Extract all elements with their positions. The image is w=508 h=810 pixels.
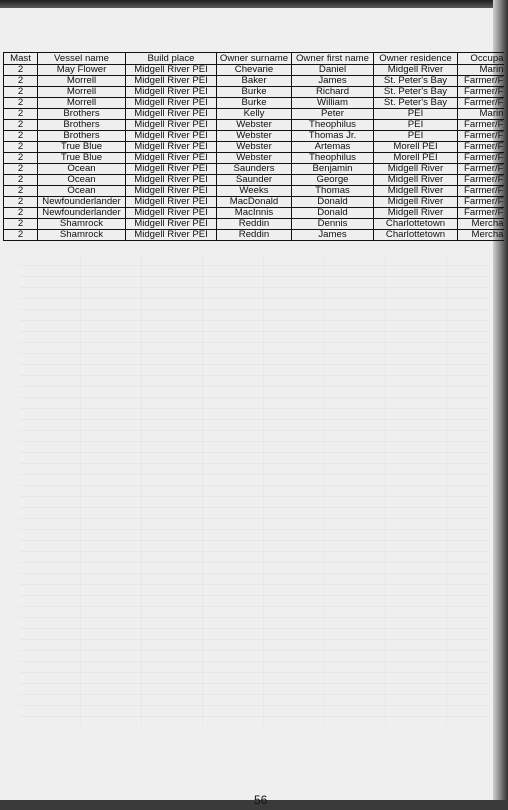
cell-occupation: Farmer/F: [458, 120, 504, 131]
cell-owner-surname: Webster: [217, 153, 292, 164]
cell-owner-first-name: George: [292, 175, 374, 186]
cell-build-place: Midgell River PEI: [126, 219, 217, 230]
column-header-owner-first-name: Owner first name: [292, 53, 374, 65]
cell-mast: 2: [4, 208, 38, 219]
cell-owner-surname: Saunders: [217, 164, 292, 175]
cell-build-place: Midgell River PEI: [126, 164, 217, 175]
cell-occupation: Marin: [458, 65, 504, 76]
cell-owner-residence: PEI: [374, 120, 458, 131]
cell-owner-first-name: Theophilus: [292, 153, 374, 164]
cell-owner-first-name: Dennis: [292, 219, 374, 230]
cell-vessel-name: Morrell: [38, 87, 126, 98]
cell-vessel-name: Shamrock: [38, 219, 126, 230]
cell-vessel-name: Brothers: [38, 131, 126, 142]
cell-mast: 2: [4, 87, 38, 98]
table-row: [4, 186, 504, 197]
cell-owner-first-name: Theophilus: [292, 120, 374, 131]
column-header-owner-surname: Owner surname: [217, 53, 292, 65]
cell-owner-first-name: James: [292, 76, 374, 87]
cell-mast: 2: [4, 109, 38, 120]
table-row: [4, 76, 504, 87]
cell-build-place: Midgell River PEI: [126, 186, 217, 197]
cell-occupation: Farmer/F: [458, 153, 504, 164]
cell-occupation: Farmer/F: [458, 175, 504, 186]
cell-owner-first-name: Thomas Jr.: [292, 131, 374, 142]
table-row: [4, 131, 504, 142]
cell-build-place: Midgell River PEI: [126, 76, 217, 87]
cell-vessel-name: Newfounderlander: [38, 197, 126, 208]
cell-occupation: Farmer/F: [458, 164, 504, 175]
scan-top-edge: [0, 0, 508, 8]
cell-owner-surname: Saunder: [217, 175, 292, 186]
column-header-vessel-name: Vessel name: [38, 53, 126, 65]
cell-owner-residence: Midgell River: [374, 65, 458, 76]
cell-vessel-name: Ocean: [38, 175, 126, 186]
table-row: [4, 175, 504, 186]
cell-owner-surname: Baker: [217, 76, 292, 87]
cell-vessel-name: Ocean: [38, 164, 126, 175]
cell-build-place: Midgell River PEI: [126, 208, 217, 219]
cell-owner-residence: St. Peter's Bay: [374, 76, 458, 87]
cell-vessel-name: Brothers: [38, 109, 126, 120]
bleed-through-ruling: [20, 255, 490, 725]
cell-owner-surname: Burke: [217, 98, 292, 109]
cell-occupation: Farmer/F: [458, 131, 504, 142]
cell-mast: 2: [4, 65, 38, 76]
cell-vessel-name: May Flower: [38, 65, 126, 76]
cell-owner-first-name: Thomas: [292, 186, 374, 197]
column-header-occupation: Occupa: [458, 53, 504, 65]
table-row: [4, 208, 504, 219]
page-number: 56: [254, 793, 268, 807]
cell-build-place: Midgell River PEI: [126, 175, 217, 186]
table-row: [4, 142, 504, 153]
column-header-mast: Mast: [4, 53, 38, 65]
cell-owner-surname: Webster: [217, 120, 292, 131]
cell-owner-residence: Midgell River: [374, 175, 458, 186]
cell-occupation: Mercha: [458, 219, 504, 230]
cell-mast: 2: [4, 76, 38, 87]
cell-vessel-name: Morrell: [38, 76, 126, 87]
cell-occupation: Farmer/F: [458, 208, 504, 219]
cell-mast: 2: [4, 98, 38, 109]
cell-owner-first-name: Peter: [292, 109, 374, 120]
table-body: [4, 65, 504, 241]
cell-occupation: Farmer/F: [458, 76, 504, 87]
vessel-registry-table: [3, 52, 504, 241]
cell-owner-residence: PEI: [374, 131, 458, 142]
cell-occupation: Marin: [458, 109, 504, 120]
cell-owner-first-name: Artemas: [292, 142, 374, 153]
cell-mast: 2: [4, 175, 38, 186]
cell-mast: 2: [4, 186, 38, 197]
cell-owner-residence: Midgell River: [374, 186, 458, 197]
cell-owner-residence: Morell PEI: [374, 153, 458, 164]
cell-build-place: Midgell River PEI: [126, 197, 217, 208]
table-row: [4, 153, 504, 164]
cell-occupation: Farmer/F: [458, 186, 504, 197]
cell-owner-first-name: William: [292, 98, 374, 109]
cell-owner-surname: Chevarie: [217, 65, 292, 76]
cell-owner-surname: MacDonald: [217, 197, 292, 208]
cell-owner-first-name: Richard: [292, 87, 374, 98]
cell-owner-first-name: James: [292, 230, 374, 241]
column-header-build-place: Build place: [126, 53, 217, 65]
cell-owner-surname: MacInnis: [217, 208, 292, 219]
cell-mast: 2: [4, 153, 38, 164]
cell-owner-surname: Webster: [217, 142, 292, 153]
cell-mast: 2: [4, 230, 38, 241]
cell-owner-first-name: Benjamin: [292, 164, 374, 175]
cell-owner-first-name: Donald: [292, 208, 374, 219]
cell-mast: 2: [4, 120, 38, 131]
table-row: [4, 109, 504, 120]
cell-vessel-name: True Blue: [38, 153, 126, 164]
cell-mast: 2: [4, 131, 38, 142]
cell-build-place: Midgell River PEI: [126, 65, 217, 76]
cell-vessel-name: Shamrock: [38, 230, 126, 241]
cell-vessel-name: Morrell: [38, 98, 126, 109]
cell-occupation: Farmer/F: [458, 197, 504, 208]
cell-owner-residence: St. Peter's Bay: [374, 87, 458, 98]
vessel-registry-table-wrapper: [3, 52, 504, 241]
cell-vessel-name: Newfounderlander: [38, 208, 126, 219]
cell-vessel-name: Brothers: [38, 120, 126, 131]
cell-build-place: Midgell River PEI: [126, 120, 217, 131]
cell-occupation: Mercha: [458, 230, 504, 241]
cell-owner-surname: Reddin: [217, 230, 292, 241]
cell-build-place: Midgell River PEI: [126, 142, 217, 153]
cell-owner-surname: Kelly: [217, 109, 292, 120]
cell-owner-residence: Charlottetown: [374, 219, 458, 230]
header-row: [4, 53, 504, 65]
table-row: [4, 120, 504, 131]
cell-owner-residence: Charlottetown: [374, 230, 458, 241]
table-row: [4, 164, 504, 175]
cell-mast: 2: [4, 142, 38, 153]
cell-owner-residence: Midgell River: [374, 164, 458, 175]
cell-occupation: Farmer/F: [458, 98, 504, 109]
cell-owner-surname: Weeks: [217, 186, 292, 197]
cell-occupation: Farmer/F: [458, 87, 504, 98]
cell-build-place: Midgell River PEI: [126, 87, 217, 98]
cell-build-place: Midgell River PEI: [126, 109, 217, 120]
cell-build-place: Midgell River PEI: [126, 131, 217, 142]
table-row: [4, 219, 504, 230]
cell-owner-surname: Burke: [217, 87, 292, 98]
cell-mast: 2: [4, 197, 38, 208]
cell-owner-first-name: Donald: [292, 197, 374, 208]
table-row: [4, 65, 504, 76]
cell-owner-residence: St. Peter's Bay: [374, 98, 458, 109]
cell-occupation: Farmer/F: [458, 142, 504, 153]
cell-owner-residence: Morell PEI: [374, 142, 458, 153]
cell-owner-first-name: Daniel: [292, 65, 374, 76]
cell-build-place: Midgell River PEI: [126, 153, 217, 164]
cell-owner-residence: Midgell River: [374, 197, 458, 208]
cell-owner-surname: Reddin: [217, 219, 292, 230]
cell-build-place: Midgell River PEI: [126, 98, 217, 109]
cell-mast: 2: [4, 164, 38, 175]
table-row: [4, 98, 504, 109]
cell-owner-residence: PEI: [374, 109, 458, 120]
cell-mast: 2: [4, 219, 38, 230]
table-row: [4, 87, 504, 98]
cell-build-place: Midgell River PEI: [126, 230, 217, 241]
cell-vessel-name: Ocean: [38, 186, 126, 197]
cell-owner-residence: Midgell River: [374, 208, 458, 219]
cell-vessel-name: True Blue: [38, 142, 126, 153]
cell-owner-surname: Webster: [217, 131, 292, 142]
column-header-owner-residence: Owner residence: [374, 53, 458, 65]
table-row: [4, 197, 504, 208]
table-row: [4, 230, 504, 241]
